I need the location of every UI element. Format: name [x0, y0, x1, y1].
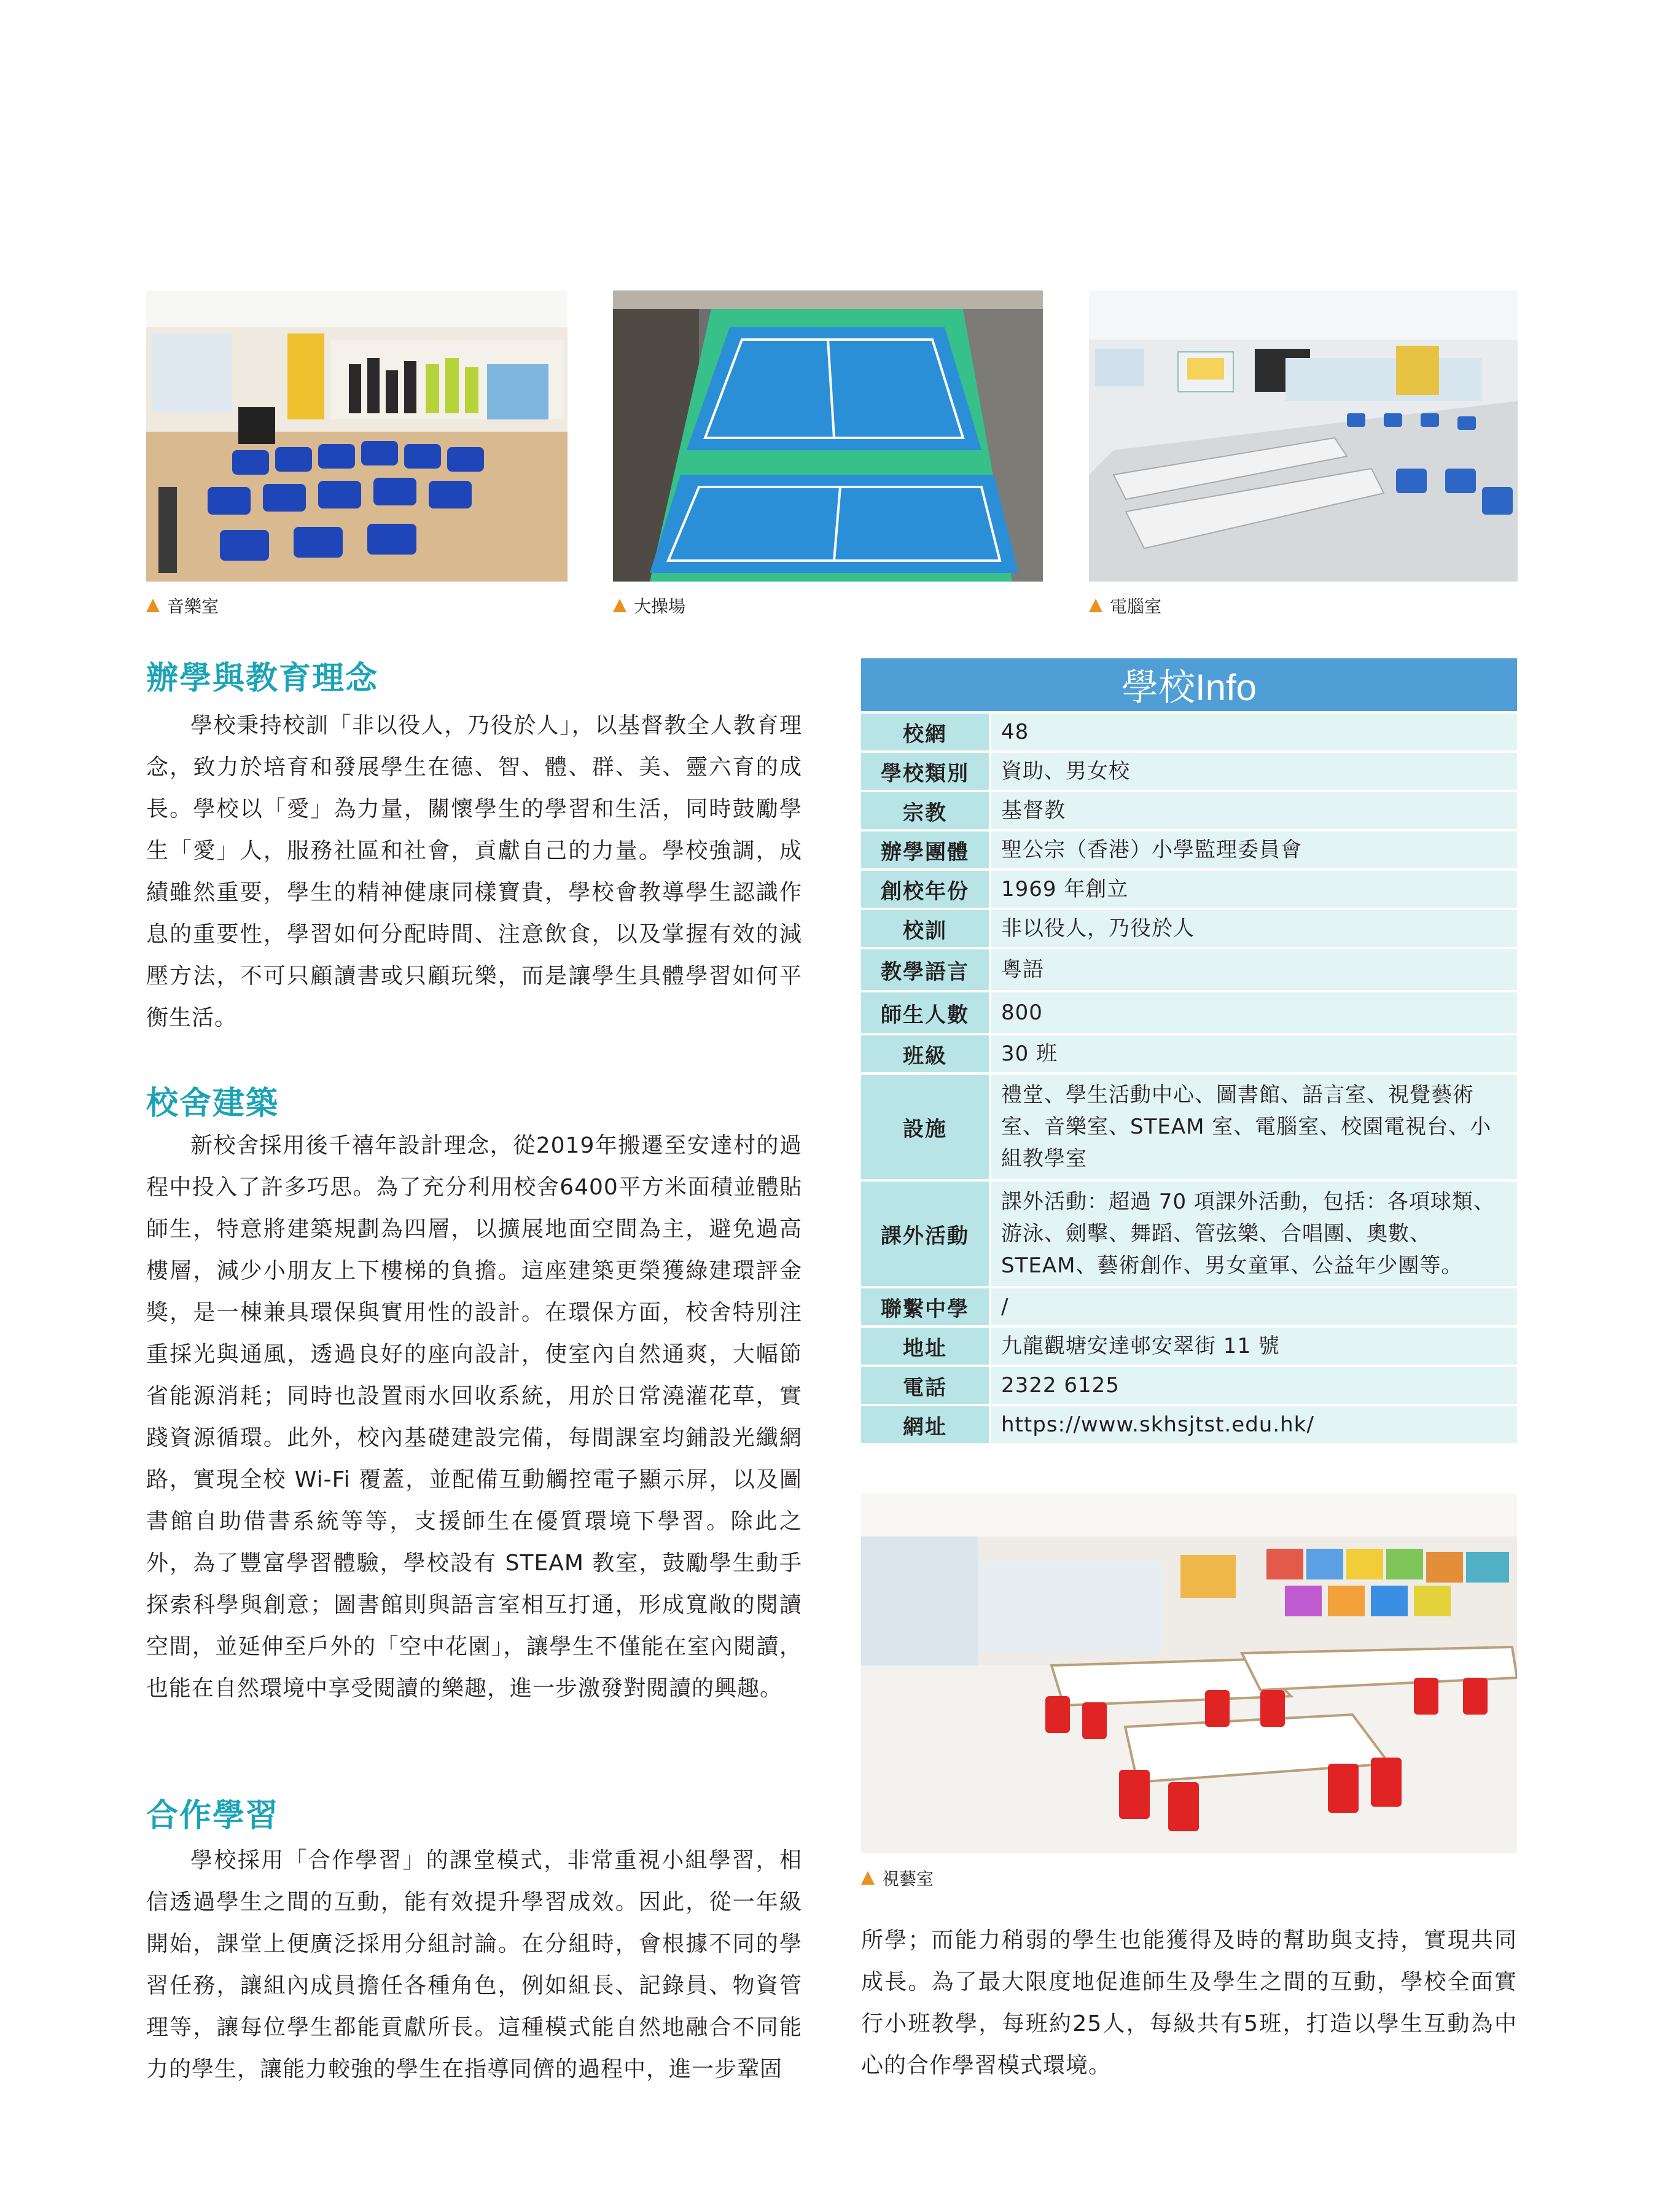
info-key: 校網 — [861, 714, 989, 750]
section-paragraph: 學校採用「合作學習」的課堂模式，非常重視小組學習，相信透過學生之間的互動，能有效提升學習成效。因此，從一年級開始，課堂上便廣泛採用分組討論。在分組時，會根據不同的學習任務，讓組內成員擔任各種角色，例如組長、記錄員、物資管理等，讓每位學生都能貢獻所長。這種模式能自然地融合不同能力的學生，讓能力較強的學生在指導同儕的過程中，進一步鞏固 — [146, 1848, 802, 2082]
triangle-marker-icon — [1089, 599, 1102, 612]
info-row — [861, 1406, 1517, 1443]
info-row — [861, 1288, 1517, 1325]
info-key: 師生人數 — [861, 992, 989, 1033]
info-key: 地址 — [861, 1328, 989, 1365]
info-key: 創校年份 — [861, 871, 989, 908]
info-row — [861, 1367, 1517, 1404]
art-room-caption — [861, 1866, 934, 1890]
info-row — [861, 871, 1517, 908]
section-heading: 校舍建築 — [146, 1085, 279, 1122]
section-paragraph: 所學；而能力稍弱的學生也能獲得及時的幫助與支持，實現共同成長。為了最大限度地促進師生及學生之間的互動，學校全面實行小班教學，每班約25人，每級共有5班，打造以學生互動為中心的合作學習模式環境。 — [861, 1928, 1517, 2078]
playground-caption — [613, 593, 685, 618]
info-value: 1969 年創立 — [991, 871, 1517, 908]
section-heading: 辦學與教育理念 — [146, 660, 379, 697]
info-key: 網址 — [861, 1406, 989, 1443]
info-value: https://www.skhsjtst.edu.hk/ — [991, 1406, 1517, 1443]
info-value: 2322 6125 — [991, 1367, 1517, 1404]
info-value: 粵語 — [991, 949, 1517, 990]
info-value: 九龍觀塘安達邨安翠街 11 號 — [991, 1328, 1517, 1365]
info-row — [861, 792, 1517, 829]
info-key: 設施 — [861, 1075, 989, 1179]
info-row — [861, 714, 1517, 750]
info-row — [861, 992, 1517, 1033]
section-body — [146, 705, 802, 1039]
info-row — [861, 949, 1517, 990]
art-room-photo — [861, 1493, 1517, 1853]
info-key: 課外活動 — [861, 1182, 989, 1286]
info-row — [861, 1035, 1517, 1072]
info-value: 800 — [991, 992, 1517, 1033]
info-value: 30 班 — [991, 1035, 1517, 1072]
info-key: 辦學團體 — [861, 831, 989, 868]
info-row — [861, 1182, 1517, 1286]
info-title: 學校Info — [861, 658, 1517, 711]
computer-room-caption — [1089, 593, 1161, 618]
triangle-marker-icon — [146, 599, 160, 612]
section-paragraph: 學校秉持校訓「非以役人，乃役於人」，以基督教全人教育理念，致力於培育和發展學生在德、智、體、群、美、靈六育的成長。學校以「愛」為力量，關懷學生的學習和生活，同時鼓勵學生「愛」人，服務社區和社會，貢獻自己的力量。學校強調，成績雖然重要，學生的精神健康同樣寶貴，學校會教導學生認識作息的重要性，學習如何分配時間、注意飲食，以及掌握有效的減壓方法，不可只顧讀書或只顧玩樂，而是讓學生具體學習如何平衡生活。 — [146, 713, 802, 1030]
info-key: 電話 — [861, 1367, 989, 1404]
info-row — [861, 1328, 1517, 1365]
section-body — [146, 1125, 802, 1710]
info-value: 非以役人，乃役於人 — [991, 910, 1517, 947]
section-paragraph: 新校舍採用後千禧年設計理念，從2019年搬遷至安達村的過程中投入了許多巧思。為了充分利用校舍6400平方米面積並體貼師生，特意將建築規劃為四層，以擴展地面空間為主，避免過高樓層，減少小朋友上下樓梯的負擔。這座建築更榮獲綠建環評金獎，是一棟兼具環保與實用性的設計。在環保方面，校舍特別注重採光與通風，透過良好的座向設計，使室內自然通爽，大幅節省能源消耗；同時也設置雨水回收系統，用於日常澆灌花草，實踐資源循環。此外，校內基礎建設完備，每間課室均鋪設光纖網路，實現全校 Wi-Fi 覆蓋，並配備互動觸控電子顯示屏，以及圖書館自助借書系統等等，支援師生在優質環境下學習。除此之外，為了豐富學習體驗，學校設有 STEAM 教室，鼓勵學生動手探索科學與創意；圖書館則與語言室相互打通，形成寬敞的閱讀空間，並延伸至戶外的「空中花園」，讓學生不僅能在室內閱讀，也能在自然環境中享受閱讀的樂趣，進一步激發對閱讀的興趣。 — [146, 1133, 802, 1701]
playground-photo — [613, 290, 1043, 582]
info-value: / — [991, 1288, 1517, 1325]
info-key: 學校類別 — [861, 753, 989, 790]
music-room-caption — [146, 593, 219, 618]
info-value: 48 — [991, 714, 1517, 750]
caption-text: 音樂室 — [167, 596, 219, 617]
info-value: 禮堂、學生活動中心、圖書館、語言室、視覺藝術室、音樂室、STEAM 室、電腦室、校園電視台、小組教學室 — [991, 1075, 1517, 1179]
section-body — [146, 1840, 802, 2090]
info-value: 聖公宗（香港）小學監理委員會 — [991, 831, 1517, 868]
info-key: 聯繫中學 — [861, 1288, 989, 1325]
info-row — [861, 1075, 1517, 1179]
triangle-marker-icon — [613, 599, 626, 612]
section-body-continued — [861, 1920, 1517, 2087]
info-value: 資助、男女校 — [991, 753, 1517, 790]
info-key: 校訓 — [861, 910, 989, 947]
info-value: 課外活動：超過 70 項課外活動，包括：各項球類、游泳、劍擊、舞蹈、管弦樂、合唱團、奧數、STEAM、藝術創作、男女童軍、公益年少團等。 — [991, 1182, 1517, 1286]
caption-text: 大操場 — [634, 596, 686, 617]
triangle-marker-icon — [861, 1871, 875, 1885]
info-key: 教學語言 — [861, 949, 989, 990]
info-row — [861, 753, 1517, 790]
info-key: 班級 — [861, 1035, 989, 1072]
school-info-table — [861, 658, 1517, 1443]
info-key: 宗教 — [861, 792, 989, 829]
section-heading: 合作學習 — [146, 1797, 279, 1834]
info-value: 基督教 — [991, 792, 1517, 829]
info-row — [861, 831, 1517, 868]
computer-room-photo — [1089, 290, 1518, 582]
music-room-photo — [146, 290, 568, 582]
caption-text: 電腦室 — [1110, 596, 1162, 617]
info-row — [861, 910, 1517, 947]
caption-text: 視藝室 — [882, 1869, 934, 1889]
